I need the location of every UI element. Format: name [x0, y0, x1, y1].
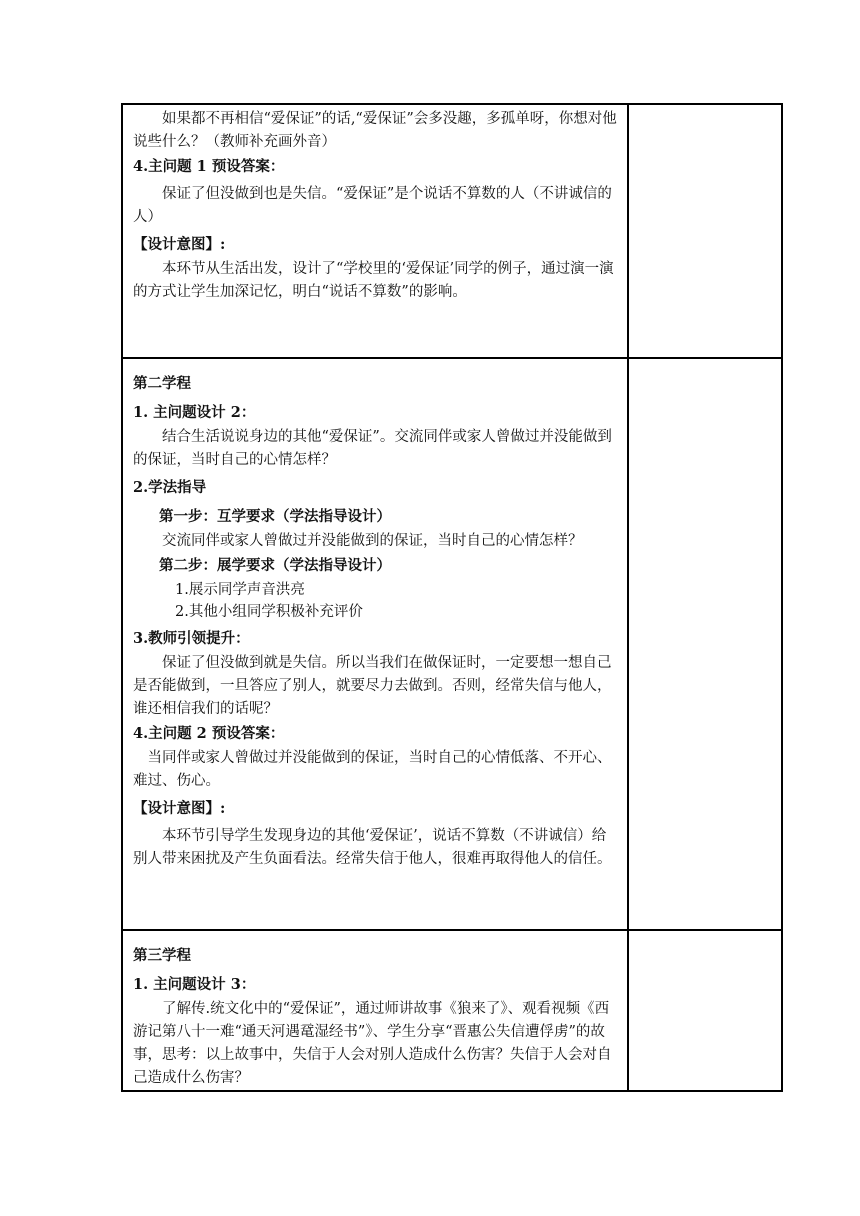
section2-step2-heading: 第二步：展学要求（学法指导设计） — [159, 557, 391, 574]
section2-question-text: 结合生活说说身边的其他“爱保证”。交流同伴或家人曾做过并没能做到的保证，当时自己的心情怎样？ — [133, 429, 612, 468]
section2-intent-heading: 【设计意图】: — [133, 800, 226, 817]
section2-question-heading: 1. 主问题设计 2： — [133, 404, 256, 421]
section1-intro: 如果都不再相信“爱保证”的话,“爱保证”会多没趣，多孤单呀，你想对他说些什么？（教师补充画外音） — [133, 111, 617, 150]
section1-intent-heading: 【设计意图】: — [133, 236, 226, 253]
table-row — [122, 930, 782, 1091]
section2-intent-text: 本环节引导学生发现身边的其他‘爱保证’，说话不算数（不讲诚信）给别人带来困扰及产生负面看法。经常失信于他人，很难再取得他人的信任。 — [133, 828, 612, 867]
lesson-plan-table — [121, 103, 783, 1092]
table-row — [122, 104, 782, 358]
side-cell-section2 — [628, 358, 782, 930]
table-row — [122, 358, 782, 930]
main-cell-section1 — [122, 104, 628, 358]
section1-intent-text: 本环节从生活出发，设计了“学校里的‘爱保证’同学的例子，通过演一演的方式让学生加深记忆，明白“说话不算数”的影响。 — [133, 261, 614, 300]
section2-answer-heading: 4.主问题 2 预设答案： — [133, 725, 285, 742]
main-cell-section2 — [122, 358, 628, 930]
section3-question-heading: 1. 主问题设计 3： — [133, 976, 256, 993]
section2-guide-heading: 2.学法指导 — [133, 479, 207, 496]
section2-answer-text: 当同伴或家人曾做过并没能做到的保证，当时自己的心情低落、不开心、难过、伤心。 — [133, 750, 612, 789]
section2-step2-item: 2.其他小组同学积极补充评价 — [175, 604, 363, 620]
section2-title: 第二学程 — [133, 375, 191, 392]
section2-step1-text: 交流同伴或家人曾做过并没能做到的保证，当时自己的心情怎样？ — [162, 533, 583, 549]
side-cell-section3 — [628, 930, 782, 1091]
section2-step2-item: 1.展示同学声音洪亮 — [175, 582, 305, 598]
section3-question-text: 了解传.统文化中的“爱保证”，通过师讲故事《狼来了》、观看视频《西游记第八十一难“通天河遇鼋湿经书”》、学生分享“晋惠公失信遭俘虏”的故事，思考：以上故事中，失信于人会对别人造成什么伤害？失信于人会对自己造成什么伤害？ — [133, 1001, 612, 1086]
section1-question-answer: 保证了但没做到也是失信。“爱保证”是个说话不算数的人（不讲诚信的人） — [133, 186, 612, 225]
side-cell-section1 — [628, 104, 782, 358]
section2-teacher-text: 保证了但没做到就是失信。所以当我们在做保证时，一定要想一想自己是否能做到，一旦答应了别人，就要尽力去做到。否则，经常失信与他人，谁还相信我们的话呢？ — [133, 655, 612, 717]
section3-title: 第三学程 — [133, 947, 191, 964]
section2-step1-heading: 第一步：互学要求（学法指导设计） — [159, 508, 391, 525]
section2-teacher-heading: 3.教师引领提升： — [133, 630, 250, 647]
main-cell-section3 — [122, 930, 628, 1091]
section1-question-heading: 4.主问题 1 预设答案： — [133, 158, 285, 175]
